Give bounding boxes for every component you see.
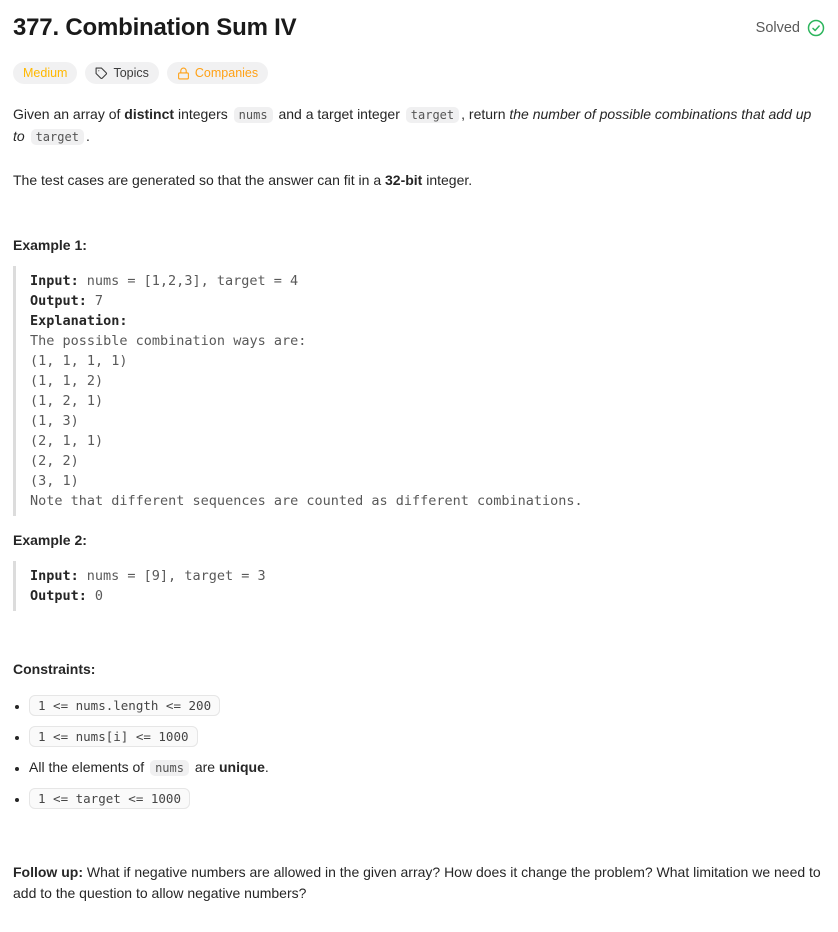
follow-up-text: What if negative numbers are allowed in the given array? How does it change the problem? What limitation we need to add to the question to allow negative numbers? [13,864,821,901]
difficulty-badge[interactable] [13,62,77,84]
example-input-line [30,271,809,291]
example-2-label: Example 2: [13,532,87,548]
constraint-item [29,758,825,777]
constraint-text: are [190,759,219,775]
description-text: Given an array of [13,106,125,122]
input-label: Input: [30,273,79,289]
input-value: nums = [9], target = 3 [86,568,266,584]
description-bold: distinct [124,106,175,122]
constraint-item [29,727,825,746]
example-output-line [30,291,809,311]
constraints-label: Constraints: [13,661,96,677]
example-explanation-line [30,311,809,331]
description-paragraph-1 [13,104,825,148]
topics-label: Topics [113,66,149,80]
header [13,14,825,42]
description-text: integers [174,106,232,122]
lock-icon [177,67,190,80]
follow-up-paragraph [13,862,825,904]
explanation-text-line: Note that different sequences are counted as different combinations. [30,493,583,509]
description-italic: the number of possible combinations that add up to [13,106,812,144]
constraint-code: 1 <= target <= 1000 [29,788,190,809]
explanation-text-line: (3, 1) [30,473,79,489]
follow-up-label: Follow up: [13,864,83,880]
output-label: Output: [30,293,87,309]
explanation-text-line: (1, 1, 1, 1) [30,353,128,369]
badge-row [13,62,825,84]
output-value: 0 [94,588,104,604]
output-label: Output: [30,588,87,604]
constraint-code: 1 <= nums[i] <= 1000 [29,726,198,747]
description-bold: 32-bit [385,172,423,188]
constraint-item [29,696,825,715]
example-input-line [30,566,809,586]
description-text: . [85,128,90,144]
description-text: and a target integer [274,106,404,122]
example-output-line [30,586,809,606]
input-label: Input: [30,568,79,584]
description-paragraph-2 [13,170,825,191]
explanation-text-line: (2, 2) [30,453,79,469]
inline-code-nums: nums [150,760,189,776]
explanation-text-line: (1, 3) [30,413,79,429]
page-title: 377. Combination Sum IV [13,14,297,41]
example-2-code-block [13,561,825,611]
tag-icon [95,67,108,80]
example-1-label: Example 1: [13,237,87,253]
constraints-list [13,696,825,808]
input-value: nums = [1,2,3], target = 4 [86,273,299,289]
explanation-text-line: The possible combination ways are: [30,333,307,349]
check-circle-icon [807,19,825,37]
companies-badge[interactable] [167,62,268,84]
constraint-text: All the elements of [29,759,149,775]
description-text: , return [461,106,510,122]
inline-code-target: target [406,107,459,123]
explanation-text-line: (2, 1, 1) [30,433,104,449]
companies-label: Companies [194,66,259,80]
solved-label: Solved [755,20,800,36]
topics-badge[interactable] [85,62,158,84]
constraint-bold: unique [218,759,265,775]
output-value: 7 [94,293,104,309]
example-1-code-block [13,266,825,516]
constraint-code: 1 <= nums.length <= 200 [29,695,220,716]
inline-code-nums: nums [234,107,273,123]
solved-status [756,19,825,37]
description-text: integer. [422,172,473,188]
explanation-text-line: (1, 1, 2) [30,373,104,389]
constraint-text: . [264,759,269,775]
explanation-text-line: (1, 2, 1) [30,393,104,409]
description-text: The test cases are generated so that the answer can fit in a [13,172,385,188]
difficulty-label: Medium [23,66,68,80]
inline-code-target: target [31,129,84,145]
constraint-item [29,789,825,808]
explanation-label: Explanation: [30,313,128,329]
